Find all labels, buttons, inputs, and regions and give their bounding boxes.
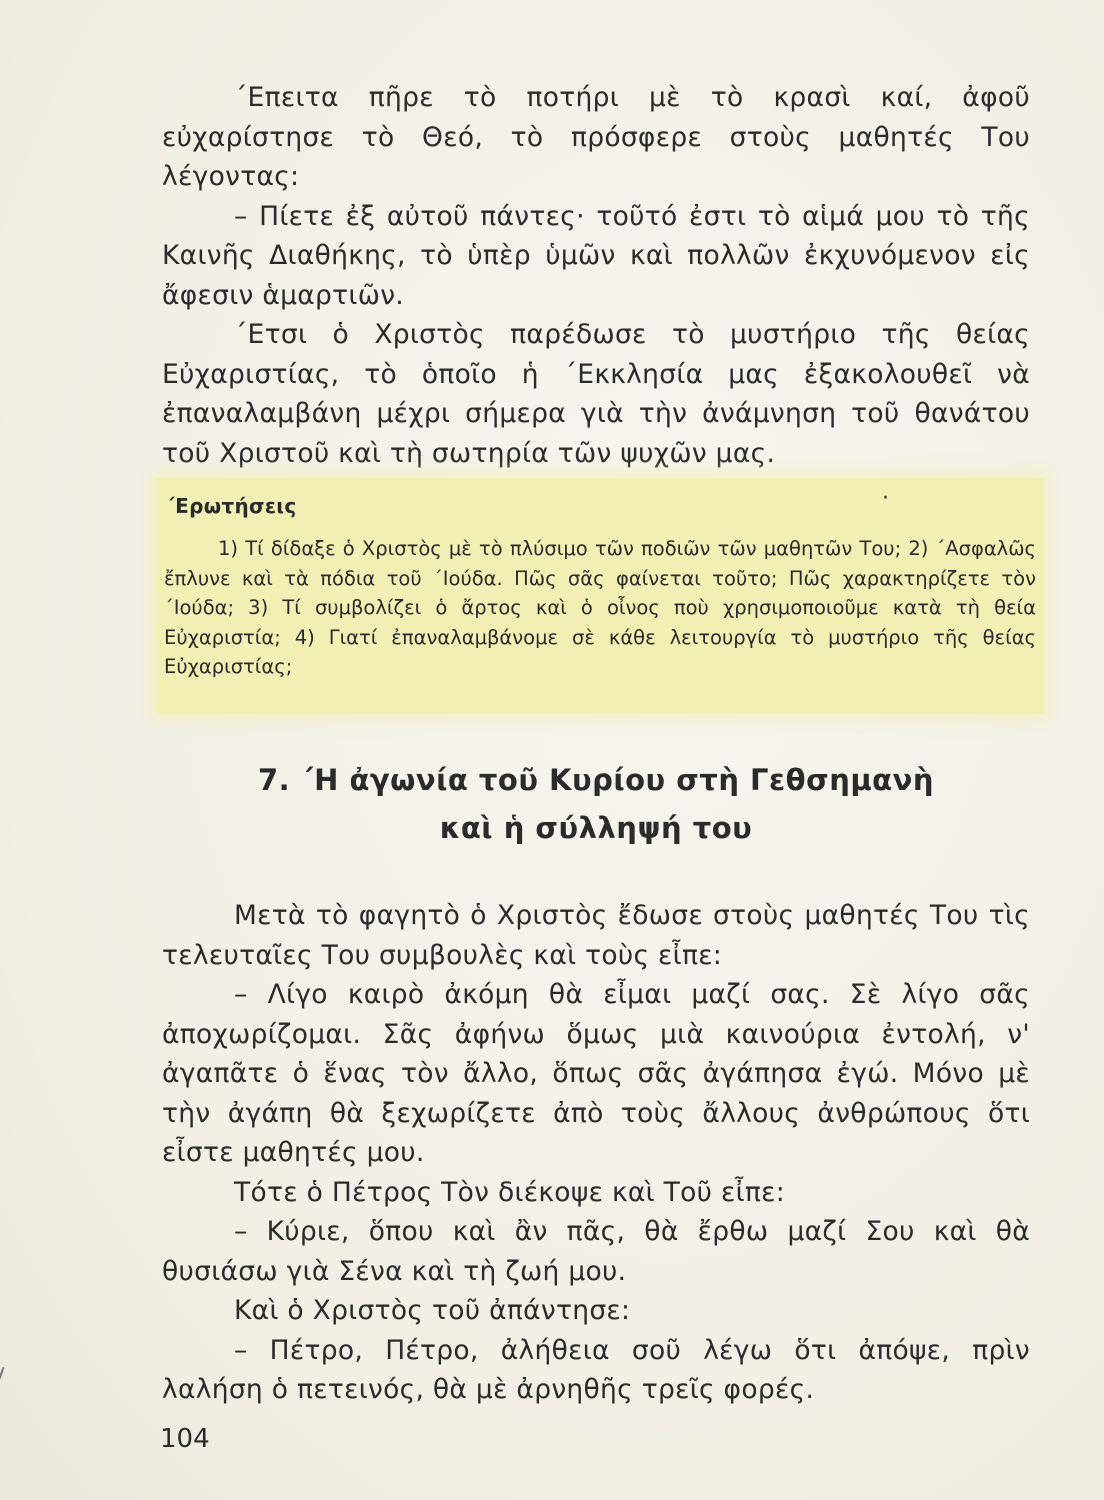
chapter-title-line-1: 7. ΄Η ἀγωνία τοῦ Κυρίου στὴ Γεθσημανὴ (257, 763, 934, 797)
paragraph: Τότε ὁ Πέτρος Τὸν διέκοψε καὶ Τοῦ εἶπε: (234, 1176, 785, 1208)
questions-text: 1) Τί δίδαξε ὁ Χριστὸς μὲ τὸ πλύσιμο τῶν ποδιῶν τῶν μαθητῶν Του; 2) ΄Ασφαλῶς ἔπλυνε καὶ τὰ πόδια τοῦ ΄Ιούδα. Πῶς σᾶς φαίνεται τοῦτο; Πῶς χαρακτηρίζετε τὸν ΄Ιούδα; 3) Τί συμβολίζει ὁ ἄρτος καὶ ὁ οἶνος ποὺ χρησιμοποιοῦμε κατὰ τὴ θεία Εὐχαριστία; 4) Γιατί ἐπαναλαμβάνομε σὲ κάθε λειτουργία τὸ μυστήριο τῆς θείας Εὐχαριστίας; (164, 537, 1036, 678)
paragraph: Μετὰ τὸ φαγητὸ ὁ Χριστὸς ἔδωσε στοὺς μαθητές Του τὶς τελευταῖες Του συμβουλὲς καὶ τοὺς εἶπε: (162, 900, 1030, 971)
chapter-heading (162, 756, 1030, 852)
paragraph: – Πίετε ἐξ αὐτοῦ πάντες· τοῦτό ἐστι τὸ αἱμά μου τὸ τῆς Καινῆς Διαθήκης, τὸ ὑπὲρ ὑμῶν καὶ πολλῶν ἐκχυνόμενον εἰς ἄφεσιν ἁμαρτιῶν. (162, 200, 1030, 311)
page-number: 104 (160, 1424, 210, 1454)
chapter-title-line-2: καὶ ἡ σύλληψή του (439, 811, 753, 845)
paragraph: Καὶ ὁ Χριστὸς τοῦ ἀπάντησε: (234, 1295, 631, 1326)
ink-dot: · (882, 486, 889, 511)
paragraph: – Κύριε, ὅπου καὶ ἂν πᾶς, θὰ ἔρθω μαζί Σου καὶ θὰ θυσιάσω γιὰ Σένα καὶ τὴ ζωή μου. (162, 1216, 1030, 1287)
top-text-block (162, 78, 1030, 473)
paragraph: – Λίγο καιρὸ ἀκόμη θὰ εἶμαι μαζί σας. Σὲ λίγο σᾶς ἀποχωρίζομαι. Σᾶς ἀφήνω ὅμως μιὰ καινούρια ἐντολή, ν' ἀγαπᾶτε ὁ ἕνας τὸν ἄλλο, ὅπως σᾶς ἀγάπησα ἐγώ. Μόνο μὲ τὴν ἀγάπη θὰ ξεχωρίζετε ἀπὸ τοὺς ἄλλους ἀνθρώπους ὅτι εἶστε μαθητές μου. (162, 979, 1030, 1168)
paragraph: – Πέτρο, Πέτρο, ἀλήθεια σοῦ λέγω ὅτι ἀπόψε, πρὶν λαλήση ὁ πετεινός, θὰ μὲ ἀρνηθῆς τρεῖς φορές. (162, 1334, 1030, 1405)
bottom-text-block (162, 896, 1030, 1410)
edge-mark (0, 1367, 10, 1383)
paragraph: ΄Ετσι ὁ Χριστὸς παρέδωσε τὸ μυστήριο τῆς θείας Εὐχαριστίας, τὸ ὁποῖο ἡ ΄Εκκλησία μας ἐξακολουθεῖ νὰ ἐπαναλαμβάνη μέχρι σήμερα γιὰ τὴν ἀνάμνηση τοῦ θανάτου τοῦ Χριστοῦ καὶ τὴ σωτηρία τῶν ψυχῶν μας. (162, 319, 1030, 469)
questions-title: ΄Ερωτήσεις (166, 494, 297, 518)
paragraph: ΄Επειτα πῆρε τὸ ποτήρι μὲ τὸ κρασὶ καί, ἀφοῦ εὐχαρίστησε τὸ Θεό, τὸ πρόσφερε στοὺς μαθητές Του λέγοντας: (162, 82, 1030, 192)
questions-box (156, 478, 1044, 714)
